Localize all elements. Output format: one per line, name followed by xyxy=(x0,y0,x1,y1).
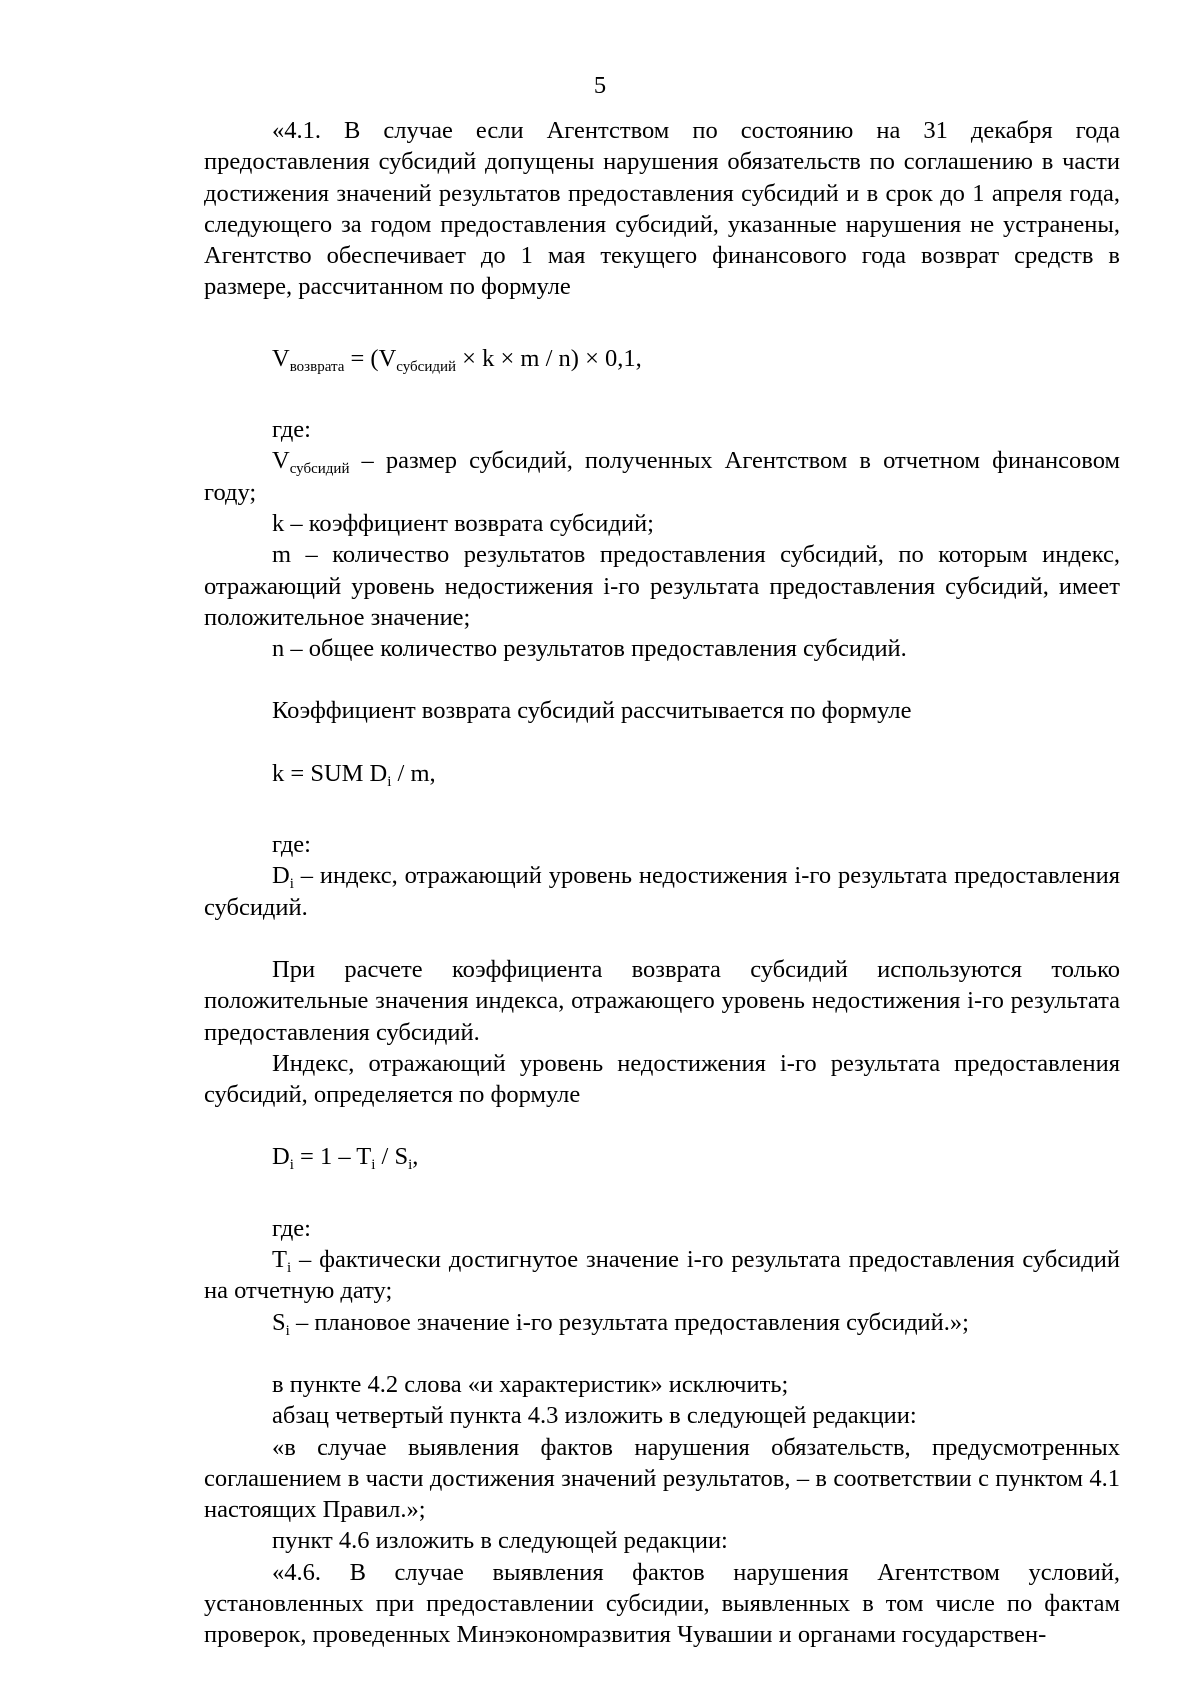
variable-symbol: T xyxy=(272,1246,287,1274)
definition-n: n – общее количество результатов предоставления субсидий. xyxy=(272,635,907,663)
formula-text: / S xyxy=(375,1143,409,1171)
spacer xyxy=(204,374,1120,414)
definition-t xyxy=(204,1244,1120,1307)
quote-point-4-3: «в случае выявления фактов нарушения обязательств, предусмотренных соглашением в части достижения значений результатов, – в соответствии с пунктом 4.1 настоящих Правил.»; xyxy=(204,1433,1120,1524)
formula-return-volume xyxy=(204,343,1120,374)
paragraph-point-4-3: абзац четвертый пункта 4.3 изложить в следующей редакции: xyxy=(272,1402,917,1430)
variable-subscript: субсидий xyxy=(289,461,350,478)
definition-s xyxy=(204,1307,1120,1338)
variable-subscript: i xyxy=(286,1260,292,1277)
formula-text: k = SUM D xyxy=(272,759,388,787)
spacer xyxy=(204,1173,1120,1213)
paragraph-4-1: «4.1. В случае если Агентством по состоянию на 31 декабря года предоставления субсидий допущены нарушения обязательств по соглашению в части достижения значений результатов предоставления субсидий и в срок до 1 апреля года, следующего за годом предоставления субсидий, указанные нарушения не устранены, Агентство обеспечивает до 1 мая текущего финансового года возврат средств в размере, рассчитанном по формуле xyxy=(204,117,1120,301)
document-body xyxy=(204,115,1120,1651)
formula-subscript: возврата xyxy=(289,358,345,375)
formula-subscript: i xyxy=(371,1157,376,1174)
definition-d xyxy=(204,860,1120,923)
formula-text: × k × m / n) × 0,1, xyxy=(456,344,642,372)
spacer xyxy=(204,303,1120,343)
page-number: 5 xyxy=(593,72,607,99)
definition-k: k – коэффициент возврата субсидий; xyxy=(272,509,654,537)
definition-text: – индекс, отражающий уровень недостижения i-го результата предоставления субсидий. xyxy=(204,862,1120,921)
formula-coefficient xyxy=(204,758,1120,789)
formula-text: = (V xyxy=(344,344,397,372)
formula-symbol: V xyxy=(272,344,290,372)
formula-text: , xyxy=(412,1143,419,1171)
spacer xyxy=(204,789,1120,829)
variable-subscript: i xyxy=(289,876,294,893)
paragraph-index: Индекс, отражающий уровень недостижения i-го результата предоставления субсидий, определяется по формуле xyxy=(204,1049,1120,1109)
definition-text: – размер субсидий, полученных Агентством в отчетном финансовом году; xyxy=(204,447,1120,506)
formula-text: = 1 – T xyxy=(293,1143,372,1171)
paragraph-point-4-6: пункт 4.6 изложить в следующей редакции: xyxy=(272,1527,728,1555)
where-label: где: xyxy=(272,831,311,859)
quote-point-4-6: «4.6. В случае выявления фактов нарушения Агентством условий, установленных при предоставлении субсидии, выявленных в том числе по фактам проверок, проведенных Минэкономразвития Чувашии и органами государствен- xyxy=(204,1558,1120,1649)
variable-symbol: D xyxy=(272,862,290,890)
paragraph-point-4-2: в пункте 4.2 слова «и характеристик» исключить; xyxy=(272,1370,789,1398)
definition-m: m – количество результатов предоставления субсидий, по которым индекс, отражающий уровень недостижения i-го результата предоставления субсидий, имеет положительное значение; xyxy=(204,541,1120,631)
spacer xyxy=(204,1338,1120,1369)
definition-v-subsidies xyxy=(204,445,1120,508)
variable-subscript: i xyxy=(285,1322,290,1339)
formula-text: D xyxy=(272,1143,290,1171)
paragraph-calculation: При расчете коэффициента возврата субсидий используются только положительные значения индекса, отражающего уровень недостижения i-го результата предоставления субсидий. xyxy=(204,955,1120,1046)
variable-symbol: V xyxy=(272,447,290,475)
spacer xyxy=(204,727,1120,758)
formula-index xyxy=(204,1141,1120,1172)
formula-subscript: i xyxy=(408,1157,413,1174)
formula-subscript: i xyxy=(387,773,392,790)
definition-text: – фактически достигнутое значение i-го результата предоставления субсидий на отчетную дату; xyxy=(204,1246,1120,1305)
formula-subscript: субсидий xyxy=(396,358,457,375)
formula-text: / m, xyxy=(391,759,436,787)
variable-symbol: S xyxy=(272,1308,286,1336)
spacer xyxy=(204,664,1120,695)
spacer xyxy=(204,923,1120,954)
formula-subscript: i xyxy=(289,1157,294,1174)
definition-text: – плановое значение i-го результата предоставления субсидий.»; xyxy=(289,1308,969,1336)
coefficient-intro: Коэффициент возврата субсидий рассчитывается по формуле xyxy=(272,697,912,725)
where-label: где: xyxy=(272,416,311,444)
spacer xyxy=(204,1110,1120,1141)
where-label: где: xyxy=(272,1214,311,1242)
